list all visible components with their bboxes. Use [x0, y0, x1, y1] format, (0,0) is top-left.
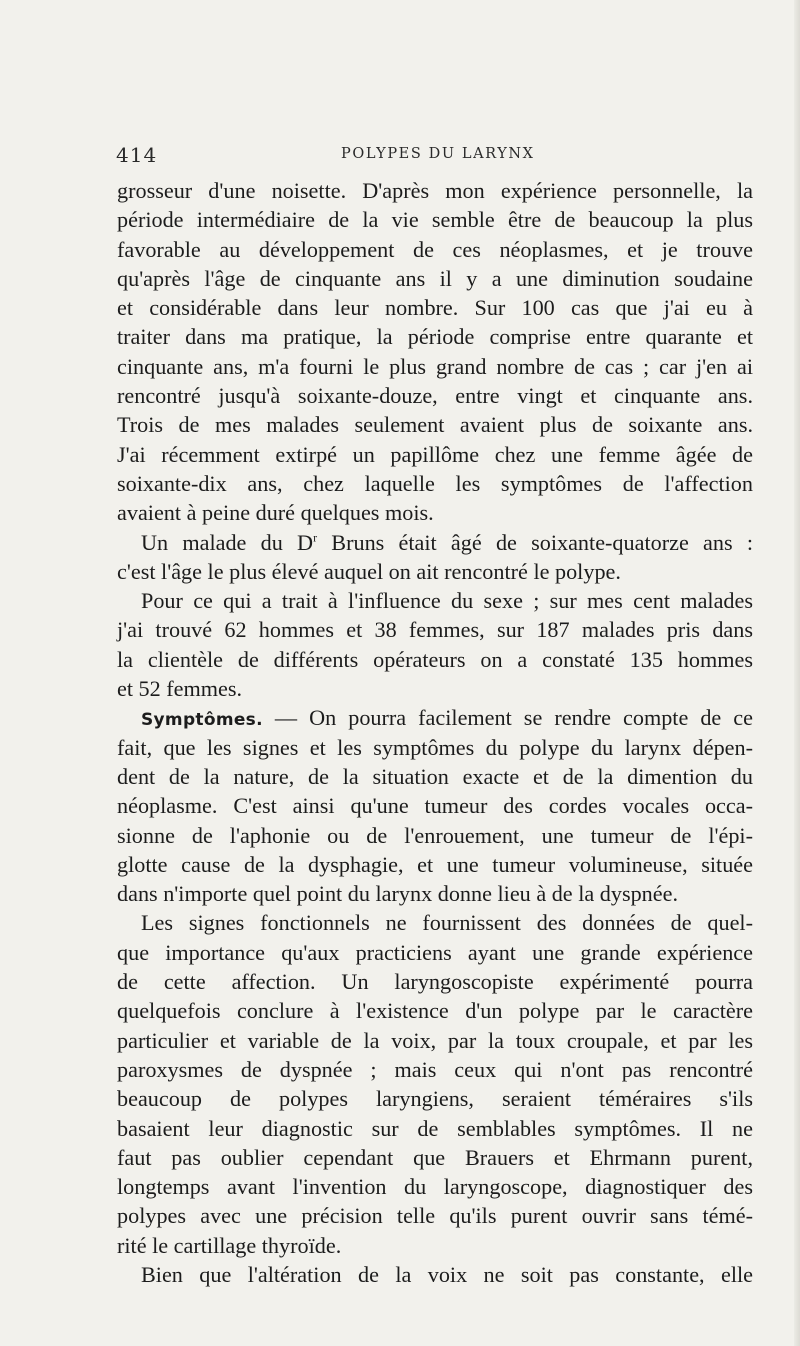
section-label: Symptômes. [141, 710, 263, 731]
text-line: fait, que les signes et les symptômes du polype du larynx dépen- [117, 734, 753, 760]
running-title: POLYPES DU LARYNX [341, 146, 535, 162]
text-line: J'ai récemment extirpé un papillôme chez une femme âgée de [117, 441, 753, 467]
page-edge [794, 0, 800, 1346]
text-line: soixante-dix ans, chez laquelle les symptômes de l'affection [117, 470, 753, 496]
text-line: période intermédiaire de la vie semble être de beaucoup la plus [117, 207, 753, 233]
text-line: dent de la nature, de la situation exacte et de la dimention du [117, 763, 753, 789]
text-line: dans n'importe quel point du larynx donne lieu à de la dyspnée. [117, 881, 679, 907]
text-line: cinquante ans, m'a fourni le plus grand nombre de cas ; car j'en ai [117, 353, 753, 379]
text-fragment: Un malade du D [141, 529, 314, 555]
text-line: beaucoup de polypes laryngiens, seraient téméraires s'ils [117, 1086, 753, 1112]
text-line: avaient à peine duré quelques mois. [117, 500, 434, 526]
text-line: longtemps avant l'invention du laryngoscope, diagnostiquer des [117, 1174, 753, 1200]
text-line: paroxysmes de dyspnée ; mais ceux qui n'ont pas rencontré [117, 1056, 753, 1082]
text-line: sionne de l'aphonie ou de l'enrouement, une tumeur de l'épi- [117, 822, 753, 848]
text-line: rencontré jusqu'à soixante-douze, entre vingt et cinquante ans. [117, 383, 753, 409]
text-line: faut pas oublier cependant que Brauers et Ehrmann purent, [117, 1144, 753, 1170]
text-line: Trois de mes malades seulement avaient plus de soixante ans. [117, 412, 753, 438]
text-line: c'est l'âge le plus élevé auquel on ait rencontré le polype. [117, 558, 621, 584]
text-line: que importance qu'aux practiciens ayant une grande expérience [117, 939, 753, 965]
text-line: particulier et variable de la voix, par la toux croupale, et par les [117, 1027, 753, 1053]
text-line: Pour ce qui a trait à l'influence du sexe ; sur mes cent malades [141, 588, 753, 614]
superscript: r [313, 530, 318, 545]
text-line: quelquefois conclure à l'existence d'un polype par le caractère [117, 998, 753, 1024]
text-line: et 52 femmes. [117, 676, 243, 702]
text-line: traiter dans ma pratique, la période comprise entre quarante et [117, 324, 753, 350]
text-line: j'ai trouvé 62 hommes et 38 femmes, sur 187 malades pris dans [117, 617, 753, 643]
text-line: favorable au développement de ces néoplasmes, et je trouve [117, 236, 753, 262]
page-number: 414 [116, 143, 158, 167]
text-line [117, 528, 753, 557]
text-line: rité le cartillage thyroïde. [117, 1232, 342, 1258]
text-line: Bien que l'altération de la voix ne soit pas constante, elle [141, 1261, 753, 1287]
text-line: de cette affection. Un laryngoscopiste expérimenté pourra [117, 969, 753, 995]
text-line: glotte cause de la dysphagie, et une tumeur volumineuse, située [117, 851, 753, 877]
text-line: polypes avec une précision telle qu'ils purent ouvrir sans témé- [117, 1203, 753, 1229]
text-line: la clientèle de différents opérateurs on a constaté 135 hommes [117, 646, 753, 672]
text-line: néoplasme. C'est ainsi qu'une tumeur des cordes vocales occa- [117, 793, 753, 819]
text-fragment: — On pourra facilement se rendre compte de ce [262, 705, 753, 731]
text-line: Les signes fonctionnels ne fournissent des données de quel- [141, 910, 753, 936]
text-fragment: Bruns était âgé de soixante-quatorze ans : [317, 529, 753, 555]
text-line: grosseur d'une noisette. D'après mon expérience personnelle, la [117, 178, 753, 203]
text-line: basaient leur diagnostic sur de semblables symptômes. Il ne [117, 1115, 753, 1141]
text-line [117, 703, 753, 732]
text-line: qu'après l'âge de cinquante ans il y a une diminution soudaine [117, 265, 753, 291]
body-text [117, 176, 753, 1289]
running-head [116, 143, 752, 173]
text-line: et considérable dans leur nombre. Sur 100 cas que j'ai eu à [117, 295, 753, 321]
